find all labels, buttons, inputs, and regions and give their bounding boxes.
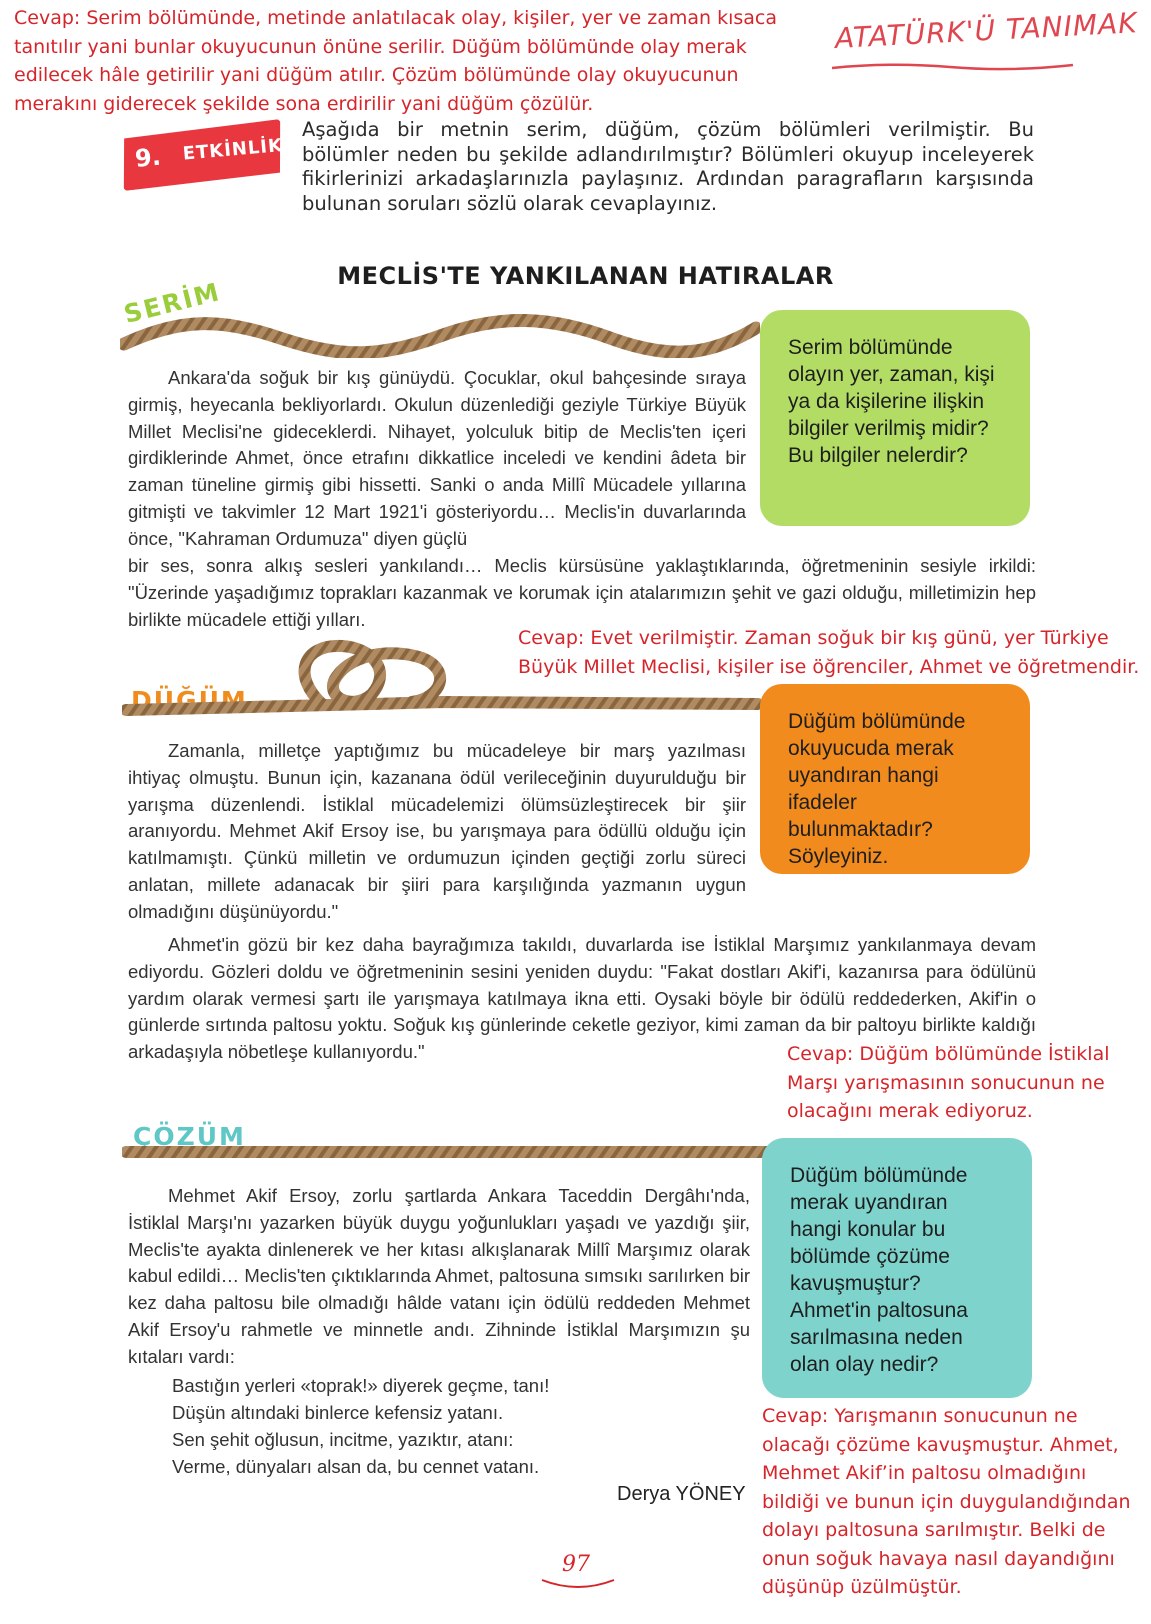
activity-number: 9.	[133, 142, 163, 173]
dugum-paragraph: Zamanla, milletçe yaptığımız bu mücadeleye bir marş yazılması ihtiyaç olmuştu. Bunun için, kazanana ödül verileceğinin duyurulduğu bir yarışma düzenlendi. İstiklal mücadelemizi ölümsüzleştirecek bir şiir aranıyordu. Mehmet Akif Ersoy ise, bu yarışmaya para ödüllü olduğu için katılmamıştı. Çünkü milletin ve ordumuzun içinden geçtiği zorlu süreci anlatan, millete adanacak bir şiiri para karşılığında yazmanın uygun olmadığını düşünüyordu."	[128, 740, 746, 922]
answer-serim: Cevap: Evet verilmiştir. Zaman soğuk bir kış günü, yer Türkiye Büyük Millet Meclisi, kişiler ise öğrenciler, Ahmet ve öğretmendir.	[518, 627, 1140, 678]
activity-instruction: Aşağıda bir metnin serim, düğüm, çözüm bölümleri verilmiştir. Bu bölümler neden bu şekilde adlandırılmıştır? Bölümleri okuyup inceleyerek fikirlerinizi arkadaşlarınızla paylaşınız. Ardından paragrafların karşısında bulunan soruları sözlü olarak cevaplayınız.	[302, 118, 1034, 215]
section-label-serim: SERİM	[120, 277, 224, 329]
serim-paragraph-continued: bir ses, sonra alkış sesleri yankılandı… Meclis kürsüsüne yaklaştıklarında, öğretmeninin sesiyle irkildi: "Üzerinde yaşadığımız toprakları kazanmak ve korumak için atalarımızın şehit ve gazi olduğu, milletimizin hep birlikte mücadele ettiği yılları.	[128, 555, 1036, 630]
answer-intro: Cevap: Serim bölümünde, metinde anlatılacak olay, kişiler, yer ve zaman kısaca tanıtılır yani bunlar okuyucunun önüne serilir. Düğüm bölümünde olay merak edilecek hâle getirilir yani düğüm atılır. Çözüm bölümünde olay okuyucunun merakını giderecek şekilde sona erdirilir yani düğüm çözülür.	[14, 7, 778, 115]
dugum-text-top	[128, 738, 746, 926]
poem	[172, 1372, 549, 1480]
rope-cozum	[122, 1140, 772, 1162]
story-title: MECLİS'TE YANKILANAN HATIRALAR	[337, 262, 834, 290]
poem-line: Bastığın yerleri «toprak!» diyerek geçme, tanı!	[172, 1375, 550, 1396]
question-box-dugum: Düğüm bölümünde okuyucuda merak uyandıran hangi ifadeler bulunmaktadır? Söyleyiniz.	[760, 684, 1030, 874]
cozum-text	[128, 1183, 750, 1371]
activity-label: ETKİNLİK	[181, 134, 284, 165]
answer-dugum: Cevap: Düğüm bölümünde İstiklal Marşı yarışmasının sonucunun ne olacağını merak ediyoruz.	[787, 1043, 1110, 1122]
serim-paragraph: Ankara'da soğuk bir kış günüydü. Çocuklar, okul bahçesinde sıraya girmiş, heyecanla bekliyorlardı. Okulun düzenlediği geziyle Türkiye Büyük Millet Meclisi'ne gideceklerdi. Nihayet, yolculuk bitip de Meclis'ten içeri girdiklerinde Ahmet, önce etrafını dikkatlice inceledi ve kendini âdeta bir zaman tüneline girmiş gibi hissetti. Sanki o anda Millî Mücadele yıllarına gitmişti ve takvimler 12 Mart 1921'i gösteriyordu… Meclis'in duvarlarında önce, "Kahraman Ordumuza" diyen güçlü	[128, 367, 746, 549]
question-box-serim: Serim bölümünde olayın yer, zaman, kişi ya da kişilerine ilişkin bilgiler verilmiş midir? Bu bilgiler nelerdir?	[760, 310, 1030, 526]
rope-dugum	[122, 636, 762, 720]
cozum-paragraph: Mehmet Akif Ersoy, zorlu şartlarda Ankara Taceddin Dergâhı'nda, İstiklal Marşı'nı yazarken büyük duygu yoğunlukları yaşadı ve yazdığı şiir, Meclis'te ayakta dinlenerek ve her kıtası alkışlanarak Millî Marşımız olarak kabul edildi… Meclis'ten çıktıklarında Ahmet, paltosuna sımsıkı sarılırken bir kez daha paltosu bile olmadığı hâlde vatanı için ödülü reddeden Mehmet Akif Ersoy'u rahmetle ve minnetle andı. Zihninde İstiklal Marşımızın şu kıtaları vardı:	[128, 1185, 750, 1367]
dugum-paragraph-continued: Ahmet'in gözü bir kez daha bayrağımıza takıldı, duvarlarda ise İstiklal Marşımız yankılanmaya devam ediyordu. Gözleri doldu ve öğretmeninin sesini yeniden duydu: "Fakat dostları Akif'i, kazanırsa para ödülünü yardım olarak vermesi şartı ile yarışmaya katılmaya ikna etti. Oysaki böyle bir ödülü reddederken, Akif'in o günlerde sırtında paltosu yoktu. Soğuk kış günlerinde ceketle geziyor, kimi zaman da bir paltoyu birlikte kaldığı arkadaşıyla nöbetleşe kullanıyordu."	[128, 934, 1036, 1063]
header-title: ATATÜRK'Ü TANIMAK	[834, 6, 1139, 55]
page-number: 97	[562, 1552, 590, 1577]
question-box-cozum: Düğüm bölümünde merak uyandıran hangi konular bu bölümde çözüme kavuşmuştur? Ahmet'in paltosuna sarılmasına neden olan olay nedir?	[762, 1138, 1032, 1398]
poem-line: Düşün altındaki binlerce kefensiz yatanı.	[172, 1402, 504, 1423]
answer-cozum: Cevap: Yarışmanın sonucunun ne olacağı çözüme kavuşmuştur. Ahmet, Mehmet Akif’in paltosu olmadığını bildiği ve bunun için duygulandığından dolayı paltosuna sarılmıştır. Belki de onun soğuk havaya nasıl dayandığını düşünüp üzülmüştür.	[762, 1405, 1131, 1598]
header-underline	[830, 60, 1075, 74]
serim-text-bottom	[128, 553, 1036, 633]
page-number-decoration	[540, 1576, 616, 1592]
rope-serim	[120, 314, 760, 358]
poem-line: Verme, dünyaları alsan da, bu cennet vatanı.	[172, 1456, 540, 1477]
activity-badge	[119, 119, 285, 191]
poem-line: Sen şehit oğlusun, incitme, yazıktır, atanı:	[172, 1429, 514, 1450]
serim-text-top	[128, 365, 746, 553]
section-label-dugum: DÜĞÜM	[131, 686, 248, 715]
section-label-cozum: ÇÖZÜM	[133, 1122, 246, 1151]
author-name: Derya YÖNEY	[617, 1483, 746, 1505]
